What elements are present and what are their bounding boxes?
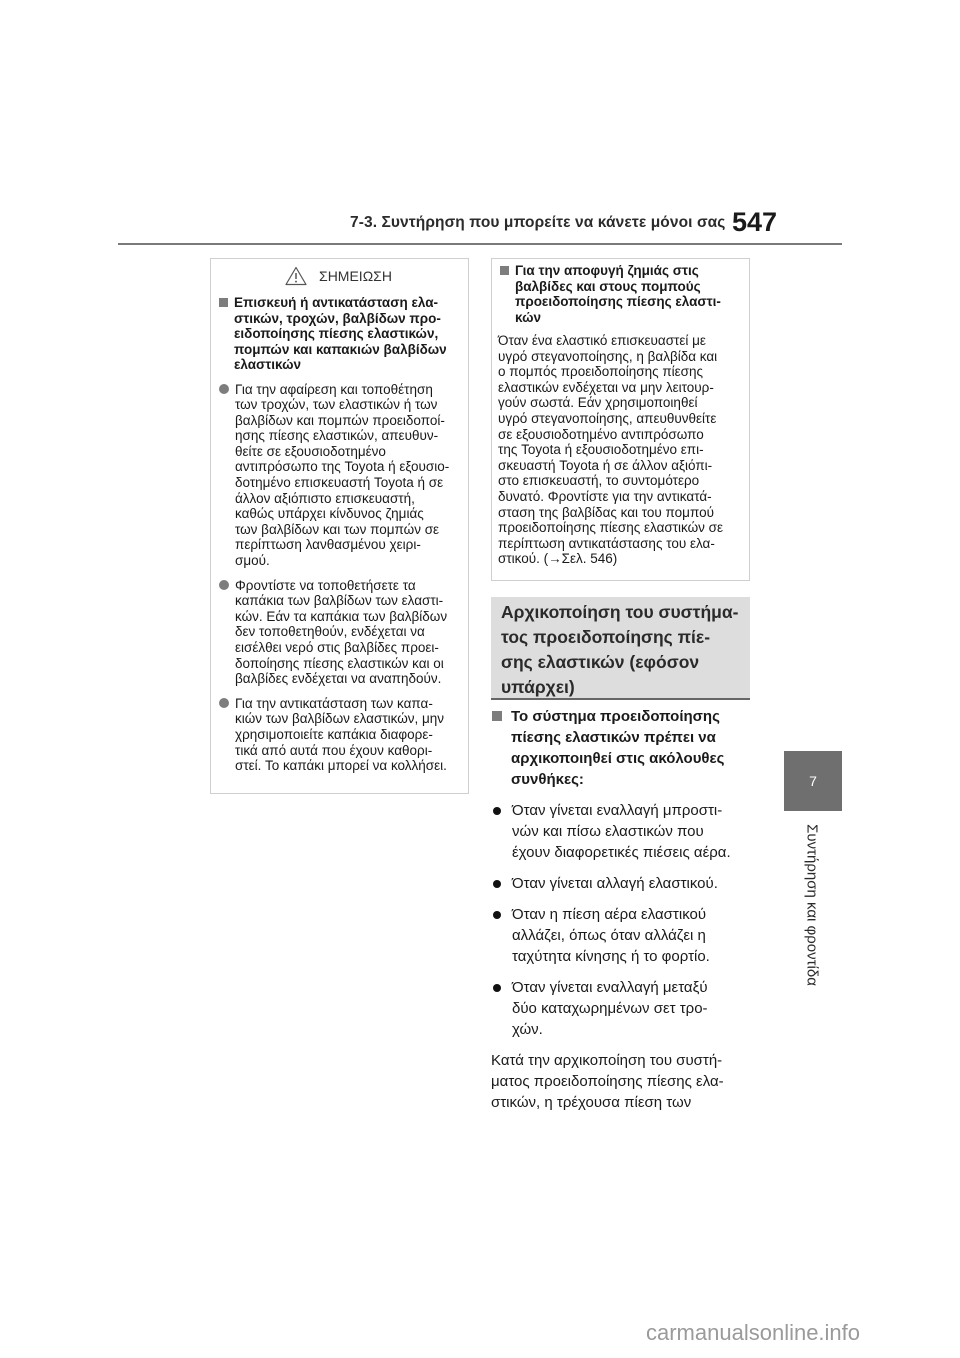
list-item-text: Όταν η πίεση αέρα ελαστικού αλλάζει, όπως όταν αλλάζει η ταχύτητα κίνησης ή το φορτίο. [512,906,710,965]
bullet-icon [493,807,501,815]
circle-bullet-icon [219,384,229,394]
square-bullet-icon [219,298,228,307]
bullet-icon [493,911,501,919]
bullet-icon [493,880,501,888]
chapter-tab[interactable] [784,751,842,811]
circle-bullet-icon [219,698,229,708]
section-title: Αρχικοποίηση του συστήμα- τος προειδοποίησης πίε- σης ελαστικών (εφόσον υπάρχει) [491,597,750,700]
list-item [491,904,756,967]
list-item-text: Όταν γίνεται αλλαγή ελαστικού. [512,875,718,892]
valve-damage-box [491,258,750,581]
list-item [491,977,756,1040]
valve-damage-body: Όταν ένα ελαστικό επισκευαστεί με υγρό στεγανοποίησης, η βαλβίδα και ο πομπός προειδοποίησης πίεσης ελαστικών ενδέχεται να μην λειτουρ- γούν σωστά. Εάν χρησιμοποιηθεί υγρό στεγανοποίησης, απευθυνθείτε σε εξουσιοδοτημένο αντιπρόσωπο της Toyota ή εξουσιοδοτημένο επι- σκευαστή Toyota ή σε άλλον αξιόπι- στο επισκευαστή, το συντομότερο δυνατό. Φροντίστε για την αντικατά- σταση της βαλβίδας και του πομπού προειδοποίησης πίεσης ελαστικών σε περίπτωση αντικατάστασης του ελα- στικού. (→Σελ. 546) [498,333,724,567]
chapter-number: 7 [809,773,817,789]
header-divider [118,243,842,245]
note-header [217,263,460,289]
list-item-text: Όταν γίνεται εναλλαγή μπροστι- νών και πίσω ελαστικών που έχουν διαφορετικές πιέσεις αέρα. [512,802,731,861]
note-section-heading [217,295,460,373]
note-heading-text: Επισκευή ή αντικατάσταση ελα- στικών, τροχών, βαλβίδων προ- ειδοποίησης πίεσης ελαστικών, πομπών και καπακιών βαλβίδων ελαστικών [234,295,447,372]
note-item-text: Για την αντικατάσταση των καπα- κιών των βαλβίδων ελαστικών, μην χρησιμοποιείτε καπάκια διαφορε- τικά από αυτά που έχουν καθορι- στεί. Το καπάκι μπορεί να κολλήσει. [235,695,447,774]
square-bullet-icon [500,266,509,275]
page-number: 547 [732,207,778,237]
list-item-text: Όταν γίνεται εναλλαγή μεταξύ δύο καταχωρημένων σετ τρο- χών. [512,979,708,1038]
square-bullet-icon [492,711,502,721]
list-item [491,873,756,894]
chapter-side-label: Συντήρηση και φροντίδα [803,824,821,986]
initialization-heading-text: Το σύστημα προειδοποίησης πίεσης ελαστικών πρέπει να αρχικοποιηθεί στις ακόλουθες συνθήκες: [511,708,725,788]
note-title: ΣΗΜΕΙΩΣΗ [319,268,392,284]
list-item [491,800,756,863]
watermark-link[interactable]: carmanualsonline.info [646,1320,861,1345]
main-content [491,706,756,1113]
note-item [217,696,460,774]
note-item [217,382,460,569]
body-paragraph: Κατά την αρχικοποίηση του συστή- ματος προειδοποίησης πίεσης ελα- στικών, η τρέχουσα πίεση των [491,1052,724,1111]
note-box [210,258,469,794]
note-item-text: Φροντίστε να τοποθετήσετε τα καπάκια των βαλβίδων των ελαστι- κών. Εάν τα καπάκια των βαλβίδων δεν τοποθετηθούν, ενδέχεται να εισέλθει νερό στις βαλβίδες προει- δοποίησης πίεσης ελαστικών και οι βαλβίδες ενδέχεται να αναπηδούν. [235,577,448,687]
note-item-text: Για την αφαίρεση και τοποθέτηση των τροχών, των ελαστικών ή των βαλβίδων και πομπών προειδοποί- ησης πίεσης ελαστικών, απευθυν- θείτε σε εξουσιοδοτημένο αντιπρόσωπο της Toyota ή εξουσιο- δοτημένο επισκευαστή Toyota ή σε άλλον αξιόπιστο επισκευαστή, καθώς υπάρχει κίνδυνος ζημιάς των βαλβίδων και των πομπών σε περίπτωση λανθασμένου χειρι- σμού. [235,381,450,569]
bullet-icon [493,984,501,992]
valve-damage-heading-text: Για την αποφυγή ζημιάς στις βαλβίδες και στους πομπούς προειδοποίησης πίεσης ελαστι- κών [515,263,721,325]
warning-triangle-icon [285,266,307,286]
valve-damage-heading [498,263,741,325]
initialization-heading [491,706,756,790]
running-header-title: 7-3. Συντήρηση που μπορείτε να κάνετε μόνοι σας [350,214,726,231]
note-item [217,578,460,687]
circle-bullet-icon [219,580,229,590]
